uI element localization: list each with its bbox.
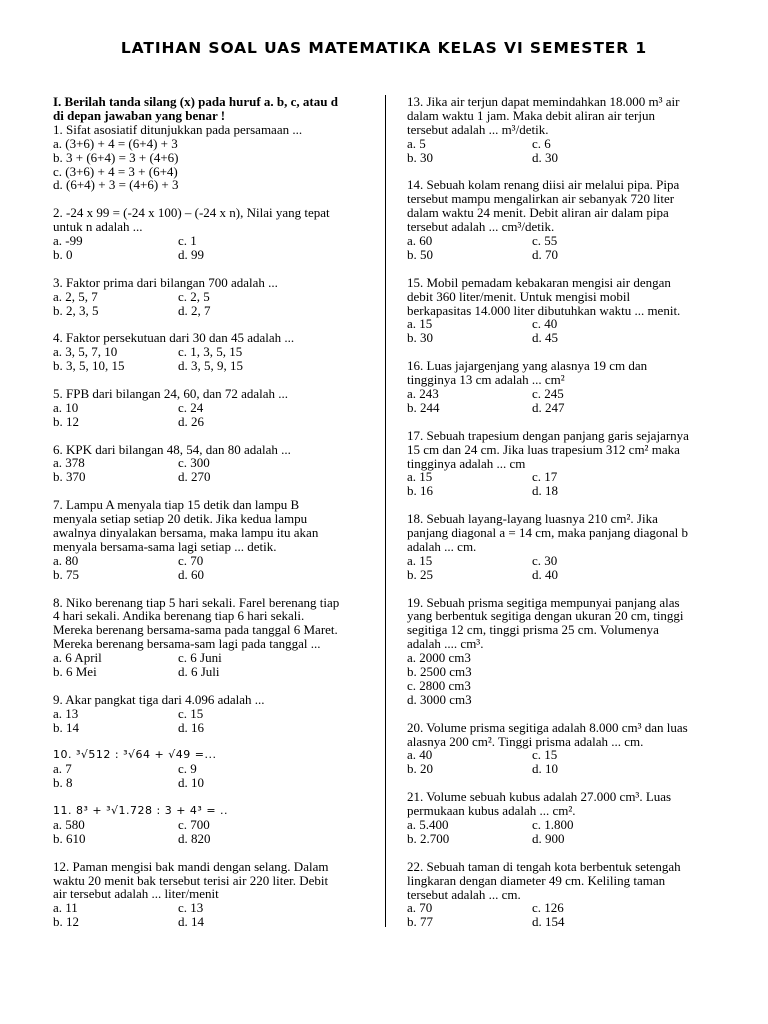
answer-option: c. 15 [532, 747, 558, 763]
answer-options [407, 901, 713, 929]
question-8 [53, 596, 371, 679]
answer-options [407, 554, 713, 582]
question-stem: 15. Mobil pemadam kebakaran mengisi air dengan debit 360 liter/menit. Untuk mengisi mobil berkapasitas 14.000 liter dibutuhkan waktu ... menit. [407, 274, 681, 318]
answer-option: b. 25 [407, 566, 433, 582]
answer-option: a. 10 [53, 399, 79, 415]
question-stem: 14. Sebuah kolam renang diisi air melalui pipa. Pipa tersebut mampu mengalirkan air sebanyak 720 liter dalam waktu 24 menit. Debit aliran air dalam pipa tersebut adalah ... cm³/detik. [407, 177, 680, 235]
answer-option: c. 9 [178, 761, 197, 777]
answer-option: d. 14 [178, 914, 204, 930]
answer-option: d. 154 [532, 914, 565, 930]
answer-option: c. 245 [532, 385, 564, 401]
answer-options [407, 137, 713, 165]
question-20 [407, 721, 713, 777]
answer-option: a. 5 [407, 135, 426, 151]
answer-option: b. 3 + (6+4) = 3 + (4+6) [53, 149, 179, 165]
answer-option: d. 45 [532, 330, 558, 346]
answer-option: c. (3+6) + 4 = 3 + (6+4) [53, 163, 178, 179]
answer-option: c. 300 [178, 455, 210, 471]
answer-option: c. 1, 3, 5, 15 [178, 344, 243, 360]
question-4 [53, 331, 371, 373]
question-stem: 9. Akar pangkat tiga dari 4.096 adalah ... [53, 691, 265, 707]
answer-options [53, 818, 371, 846]
question-12 [53, 860, 371, 930]
answer-option: d. 3, 5, 9, 15 [178, 358, 243, 374]
answer-options [407, 818, 713, 846]
answer-option: b. 6 Mei [53, 664, 97, 680]
answer-option: c. 6 [532, 135, 551, 151]
answer-option: b. 30 [407, 149, 433, 165]
question-stem: 2. -24 x 99 = (-24 x 100) – (-24 x n), Nilai yang tepat untuk n adalah ... [53, 205, 330, 235]
question-9 [53, 693, 371, 735]
question-stem: 21. Volume sebuah kubus adalah 27.000 cm³. Luas permukaan kubus adalah ... cm². [407, 789, 672, 819]
answer-option: b. 75 [53, 566, 79, 582]
answer-option: a. -99 [53, 233, 83, 249]
answer-options [407, 651, 713, 707]
answer-option: a. 6 April [53, 650, 102, 666]
answer-option: b. 16 [407, 483, 433, 499]
answer-option: d. 26 [178, 413, 204, 429]
answer-option: b. 3, 5, 10, 15 [53, 358, 125, 374]
answer-option: d. 820 [178, 830, 211, 846]
answer-option: a. 60 [407, 233, 433, 249]
answer-options [407, 387, 713, 415]
answer-option: b. 370 [53, 469, 86, 485]
answer-option: d. 6 Juli [178, 664, 220, 680]
answer-option: d. 16 [178, 719, 204, 735]
answer-option: c. 17 [532, 469, 558, 485]
question-stem: 5. FPB dari bilangan 24, 60, dan 72 adalah ... [53, 385, 289, 401]
question-stem: 19. Sebuah prisma segitiga mempunyai panjang alas yang berbentuk segitiga dengan ukuran 20 cm, tinggi segitiga 12 cm, tinggi prisma 25 cm. Volumenya adalah .... cm³. [407, 594, 684, 652]
answer-options [53, 234, 371, 262]
column-divider [385, 95, 386, 927]
question-11 [53, 804, 371, 846]
answer-option: c. 70 [178, 552, 204, 568]
question-1 [53, 123, 371, 193]
question-17 [407, 429, 713, 499]
answer-options [53, 554, 371, 582]
question-stem: 17. Sebuah trapesium dengan panjang garis sejajarnya 15 cm dan 24 cm. Jika luas trapesium 312 cm² maka tingginya adalah ... cm [407, 427, 689, 471]
answer-option: a. 580 [53, 816, 85, 832]
answer-option: b. 12 [53, 914, 79, 930]
answer-option: d. 18 [532, 483, 558, 499]
page-title: LATIHAN SOAL UAS MATEMATIKA KELAS VI SEMESTER 1 [120, 39, 648, 57]
question-2 [53, 206, 371, 262]
question-stem: 20. Volume prisma segitiga adalah 8.000 cm³ dan luas alasnya 200 cm². Tinggi prisma adalah ... cm. [407, 719, 688, 749]
question-stem: 18. Sebuah layang-layang luasnya 210 cm². Jika panjang diagonal a = 14 cm, maka panjang diagonal b adalah ... cm. [407, 511, 688, 554]
answer-option: a. 13 [53, 705, 79, 721]
answer-option: a. (3+6) + 4 = (6+4) + 3 [53, 135, 178, 151]
answer-option: a. 15 [407, 552, 433, 568]
answer-option: b. 0 [53, 246, 73, 262]
answer-options [53, 401, 371, 429]
answer-option: b. 20 [407, 761, 433, 777]
left-column [53, 95, 371, 943]
question-stem: 4. Faktor persekutuan dari 30 dan 45 adalah ... [53, 330, 295, 346]
question-stem: 22. Sebuah taman di tengah kota berbentuk setengah lingkaran dengan diameter 49 cm. Keliling taman tersebut adalah ... cm. [407, 858, 681, 902]
question-stem: 16. Luas jajargenjang yang alasnya 19 cm dan tingginya 13 cm adalah ... cm² [407, 358, 648, 388]
question-18 [407, 512, 713, 582]
answer-option: b. 2.700 [407, 830, 450, 846]
question-10 [53, 748, 371, 790]
answer-option: b. 30 [407, 330, 433, 346]
answer-options [407, 748, 713, 776]
question-13 [407, 95, 713, 165]
answer-options [53, 762, 371, 790]
answer-option: c. 40 [532, 316, 558, 332]
question-3 [53, 276, 371, 318]
answer-option: c. 55 [532, 233, 558, 249]
answer-option: d. 900 [532, 830, 565, 846]
answer-option: c. 2, 5 [178, 288, 210, 304]
answer-option: d. 270 [178, 469, 211, 485]
answer-option: a. 2000 cm3 [407, 650, 471, 666]
answer-option: b. 610 [53, 830, 86, 846]
right-column [407, 95, 713, 943]
question-15 [407, 276, 713, 346]
answer-options [53, 456, 371, 484]
question-16 [407, 359, 713, 415]
answer-options [407, 470, 713, 498]
question-19 [407, 596, 713, 707]
answer-options [53, 901, 371, 929]
answer-option: b. 14 [53, 719, 79, 735]
answer-option: a. 15 [407, 469, 433, 485]
answer-option: a. 11 [53, 900, 78, 916]
answer-option: c. 700 [178, 816, 210, 832]
section-instruction: I. Berilah tanda silang (x) pada huruf a. b, c, atau d di depan jawaban yang benar ! [53, 94, 338, 123]
answer-option: a. 15 [407, 316, 433, 332]
answer-option: c. 30 [532, 552, 558, 568]
answer-option: b. 8 [53, 775, 73, 791]
answer-option: d. 247 [532, 399, 565, 415]
answer-option: c. 1 [178, 233, 197, 249]
answer-option: d. 30 [532, 149, 558, 165]
answer-option: b. 50 [407, 246, 433, 262]
question-21 [407, 790, 713, 846]
question-7 [53, 498, 371, 581]
answer-option: c. 24 [178, 399, 204, 415]
answer-option: b. 244 [407, 399, 440, 415]
answer-option: d. 70 [532, 246, 558, 262]
answer-option: c. 13 [178, 900, 204, 916]
answer-option: d. 2, 7 [178, 302, 211, 318]
answer-option: b. 2, 3, 5 [53, 302, 99, 318]
question-14 [407, 178, 713, 261]
answer-option: a. 5.400 [407, 817, 449, 832]
answer-options [53, 651, 371, 679]
answer-options [53, 290, 371, 318]
question-stem: 6. KPK dari bilangan 48, 54, dan 80 adalah ... [53, 441, 291, 457]
question-stem: 13. Jika air terjun dapat memindahkan 18.000 m³ air dalam waktu 1 jam. Maka debit aliran air terjun tersebut adalah ... m³/detik. [407, 94, 680, 137]
answer-option: d. 3000 cm3 [407, 691, 472, 707]
answer-option: c. 15 [178, 705, 204, 721]
answer-option: d. 40 [532, 566, 558, 582]
question-6 [53, 443, 371, 485]
answer-option: b. 2500 cm3 [407, 664, 472, 680]
question-5 [53, 387, 371, 429]
question-stem: 12. Paman mengisi bak mandi dengan selang. Dalam waktu 20 menit bak tersebut terisi air 220 liter. Debit air tersebut adalah ... liter/menit [53, 858, 329, 902]
answer-option: b. 12 [53, 413, 79, 429]
question-stem: 10. ³√512 : ³√64 + √49 =... [53, 748, 217, 762]
answer-option: a. 80 [53, 552, 79, 568]
question-22 [407, 860, 713, 930]
answer-option: d. 99 [178, 246, 204, 262]
answer-options [407, 317, 713, 345]
question-stem: 8. Niko berenang tiap 5 hari sekali. Farel berenang tiap 4 hari sekali. Andika berenang tiap 6 hari sekali. Mereka berenang bersama-sama pada tanggal 6 Maret. Mereka berenang bersama-sam lagi pada tanggal ... [53, 594, 340, 652]
answer-option: a. 3, 5, 7, 10 [53, 344, 118, 360]
answer-option: c. 2800 cm3 [407, 677, 471, 693]
answer-option: a. 378 [53, 455, 85, 471]
answer-option: a. 40 [407, 747, 433, 763]
question-stem: 1. Sifat asosiatif ditunjukkan pada persamaan ... [53, 121, 303, 137]
answer-option: d. 10 [532, 761, 558, 777]
question-stem: 11. 8³ + ³√1.728 : 3 + 4³ = .. [53, 804, 229, 818]
answer-options [53, 137, 371, 193]
answer-option: c. 126 [532, 900, 564, 916]
answer-option: b. 77 [407, 914, 433, 930]
answer-option: d. 60 [178, 566, 204, 582]
answer-option: c. 1.800 [532, 817, 574, 832]
answer-option: d. (6+4) + 3 = (4+6) + 3 [53, 177, 179, 193]
answer-options [53, 707, 371, 735]
answer-options [407, 234, 713, 262]
answer-option: a. 2, 5, 7 [53, 288, 98, 304]
answer-option: d. 10 [178, 775, 204, 791]
answer-option: c. 6 Juni [178, 650, 222, 666]
question-stem: 3. Faktor prima dari bilangan 700 adalah ... [53, 274, 278, 290]
answer-option: a. 70 [407, 900, 433, 916]
answer-option: a. 243 [407, 385, 439, 401]
answer-options [53, 345, 371, 373]
question-stem: 7. Lampu A menyala tiap 15 detik dan lampu B menyala setiap setiap 20 detik. Jika kedua lampu awalnya dinyalakan bersama, maka lampu itu akan menyala bersama-sama lagi setiap ... detik. [53, 497, 319, 554]
answer-option: a. 7 [53, 761, 72, 777]
